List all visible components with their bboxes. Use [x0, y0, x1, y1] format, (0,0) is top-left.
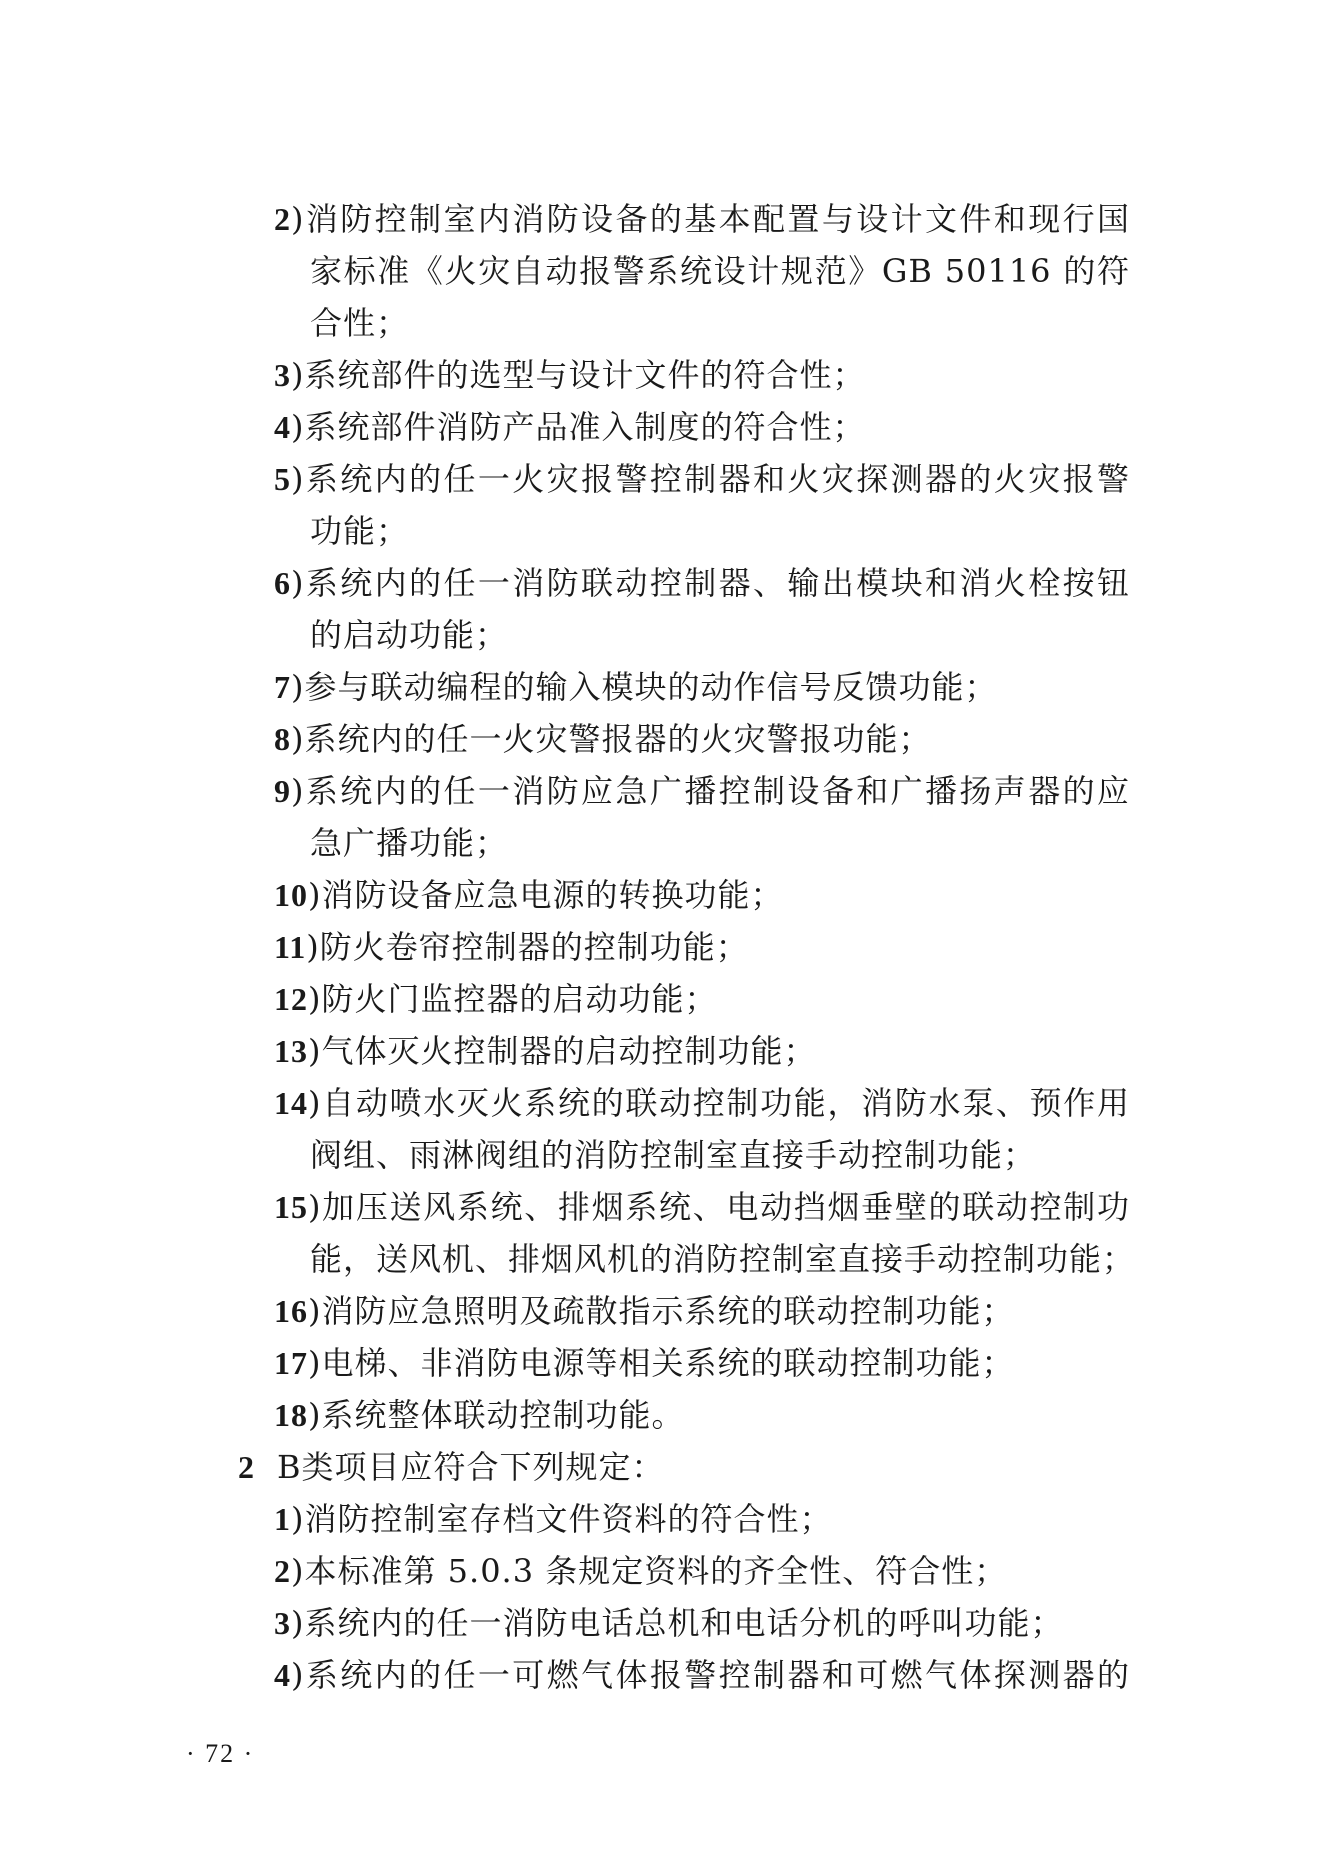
item-text: )系统整体联动控制功能。	[308, 1396, 685, 1434]
item-text: )消防控制室存档文件资料的符合性；	[291, 1500, 833, 1538]
item-text: )系统内的任一火灾警报器的火灾警报功能；	[291, 720, 932, 758]
item-number: 2	[274, 201, 291, 237]
list-item	[274, 661, 1130, 713]
item-number: 10	[274, 877, 308, 913]
item-text: )加压送风系统、排烟系统、电动挡烟垂壁的联动控制功	[308, 1188, 1130, 1226]
item-number: 18	[274, 1397, 308, 1433]
item-number: 4	[274, 1657, 291, 1693]
item-text: )气体灭火控制器的启动控制功能；	[308, 1032, 817, 1070]
list-item	[274, 453, 1130, 505]
item-number: 5	[274, 461, 291, 497]
item-text: )防火卷帘控制器的控制功能；	[306, 928, 749, 966]
list-item	[274, 973, 1130, 1025]
list-item	[274, 1077, 1130, 1129]
section-text: B类项目应符合下列规定：	[277, 1448, 665, 1486]
list-item	[274, 1285, 1130, 1337]
list-item	[274, 1493, 1130, 1545]
item-number: 9	[274, 773, 291, 809]
list-item-continuation: 阀组、雨淋阀组的消防控制室直接手动控制功能；	[310, 1136, 1037, 1174]
list-item-continuation: 合性；	[310, 304, 410, 342]
clause-list	[238, 193, 1136, 1701]
item-number: 4	[274, 409, 291, 445]
item-text: )系统内的任一火灾报警控制器和火灾探测器的火灾报警	[291, 460, 1130, 498]
item-number: 3	[274, 1605, 291, 1641]
list-item	[274, 1389, 1130, 1441]
list-item	[274, 1649, 1130, 1701]
item-number: 3	[274, 357, 291, 393]
item-text: )消防设备应急电源的转换功能；	[308, 876, 784, 914]
item-number: 2	[274, 1553, 291, 1589]
list-item	[274, 1181, 1130, 1233]
list-item-continuation: 功能；	[310, 512, 410, 550]
item-number: 6	[274, 565, 291, 601]
item-text: )自动喷水灭火系统的联动控制功能，消防水泵、预作用	[308, 1084, 1130, 1122]
list-item-continuation: 急广播功能；	[310, 824, 509, 862]
list-item	[274, 921, 1130, 973]
list-item	[274, 1597, 1130, 1649]
list-item	[274, 1545, 1130, 1597]
section-number: 2	[238, 1449, 255, 1485]
list-item	[274, 193, 1130, 245]
list-item	[274, 713, 1130, 765]
item-text: )系统内的任一消防联动控制器、输出模块和消火栓按钮	[291, 564, 1130, 602]
item-text: )本标准第 5.0.3 条规定资料的齐全性、符合性；	[291, 1552, 1008, 1590]
list-item	[274, 1025, 1130, 1077]
list-item	[274, 349, 1130, 401]
item-text: )电梯、非消防电源等相关系统的联动控制功能；	[308, 1344, 1015, 1382]
list-item-continuation: 家标准《火灾自动报警系统设计规范》GB 50116 的符	[310, 252, 1130, 290]
section-heading	[238, 1441, 1130, 1493]
item-number: 7	[274, 669, 291, 705]
list-item	[274, 557, 1130, 609]
list-item	[274, 765, 1130, 817]
list-item-continuation: 能，送风机、排烟风机的消防控制室直接手动控制功能；	[310, 1240, 1136, 1278]
item-text: )消防应急照明及疏散指示系统的联动控制功能；	[308, 1292, 1015, 1330]
item-text: )参与联动编程的输入模块的动作信号反馈功能；	[291, 668, 998, 706]
item-number: 13	[274, 1033, 308, 1069]
item-number: 1	[274, 1501, 291, 1537]
item-number: 12	[274, 981, 308, 1017]
item-text: )系统部件消防产品准入制度的符合性；	[291, 408, 866, 446]
item-number: 17	[274, 1345, 308, 1381]
list-item	[274, 1337, 1130, 1389]
list-item	[274, 401, 1130, 453]
item-text: )防火门监控器的启动功能；	[308, 980, 718, 1018]
item-text: )系统内的任一消防电话总机和电话分机的呼叫功能；	[291, 1604, 1064, 1642]
item-number: 15	[274, 1189, 308, 1225]
item-text: )系统部件的选型与设计文件的符合性；	[291, 356, 866, 394]
item-number: 8	[274, 721, 291, 757]
item-number: 11	[274, 929, 307, 965]
item-text: )系统内的任一可燃气体报警控制器和可燃气体探测器的	[291, 1656, 1130, 1694]
list-item-continuation: 的启动功能；	[310, 616, 509, 654]
list-item	[274, 869, 1130, 921]
item-number: 16	[274, 1293, 308, 1329]
item-text: )消防控制室内消防设备的基本配置与设计文件和现行国	[291, 200, 1130, 238]
item-text: )系统内的任一消防应急广播控制设备和广播扬声器的应	[291, 772, 1130, 810]
page-number: · 72 ·	[186, 1739, 255, 1768]
item-number: 14	[274, 1085, 308, 1121]
